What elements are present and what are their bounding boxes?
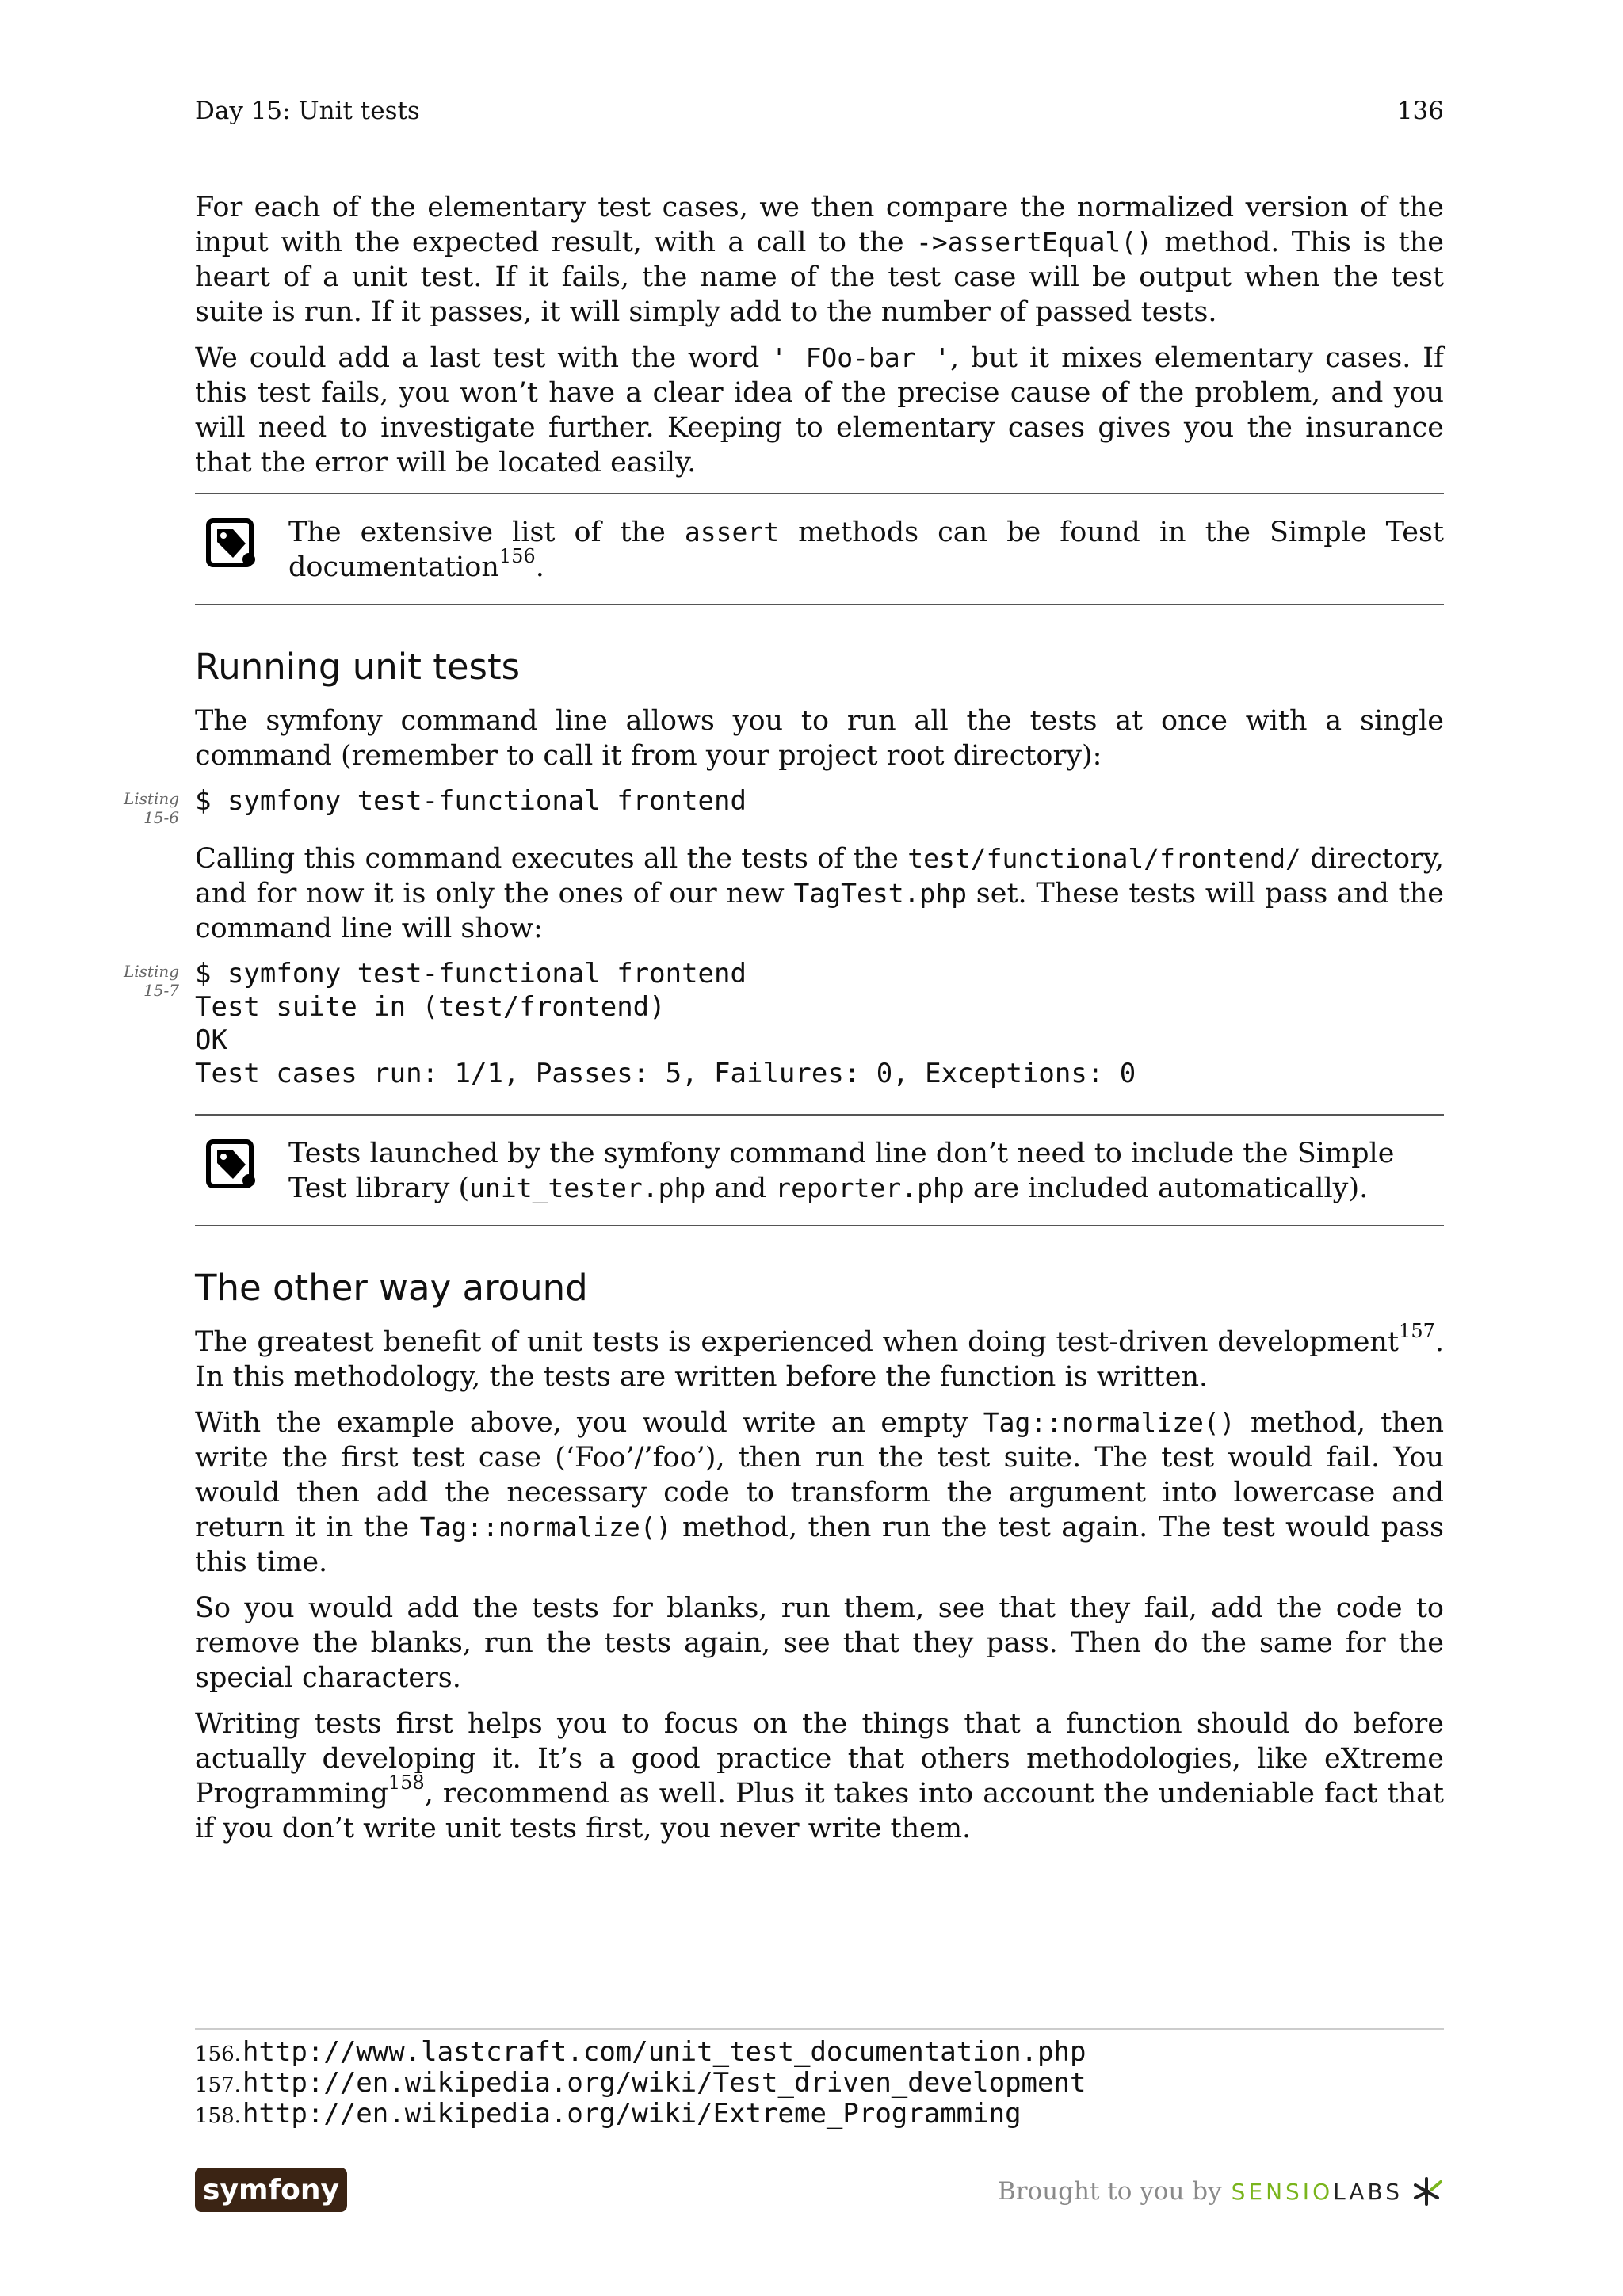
paragraph: So you would add the tests for blanks, run them, see that they fail, add the code to remove the blanks, run the tests again, see that they pass. Then do the same for the special characters. bbox=[195, 1592, 1444, 1694]
sensiolabs-star-icon bbox=[1412, 2174, 1444, 2209]
footnote-ref[interactable]: 157 bbox=[1399, 1320, 1435, 1343]
footnote: 156.http://www.lastcraft.com/unit_test_documentation.php bbox=[195, 2036, 1086, 2068]
main-content bbox=[123, 190, 1445, 1857]
paragraph: The symfony command line allows you to run all the tests at once with a single command (remember to call it from your project root directory): bbox=[195, 705, 1444, 772]
sensiolabs-logo: SENSIOLABS bbox=[1231, 2178, 1403, 2205]
section-heading: The other way around bbox=[195, 1267, 588, 1309]
paragraph: For each of the elementary test cases, we then compare the normalized version of the input with the expected result, with a call to the ->assertEqual() method. This is the heart of a unit test. If it fails, the name of the test case will be output when the test suite is run. If it passes, it will simply add to the number of passed tests. bbox=[195, 192, 1444, 328]
page-number: 136 bbox=[1396, 97, 1444, 125]
footnote: 157.http://en.wikipedia.org/wiki/Test_driven_development bbox=[195, 2067, 1086, 2099]
section-heading: Running unit tests bbox=[195, 646, 521, 688]
note-text: The extensive list of the assert methods can be found in the Simple Test documentation$^{156}$. bbox=[288, 517, 1445, 583]
paragraph: The greatest benefit of unit tests is experienced when doing test-driven development$^{157}$. In this methodology, the tests are written before the function is written. bbox=[195, 1320, 1444, 1393]
symfony-logo-text: symfony bbox=[203, 2174, 339, 2206]
footnote-link[interactable]: http://en.wikipedia.org/wiki/Extreme_Programming bbox=[242, 2098, 1022, 2130]
paragraph: Calling this command executes all the tests of the test/functional/frontend/ directory, and for now it is only the ones of our new TagTest.php set. These tests will pass and the command line will show: bbox=[195, 843, 1444, 944]
footnote-link[interactable]: http://en.wikipedia.org/wiki/Test_driven_development bbox=[242, 2067, 1086, 2099]
paragraph: We could add a last test with the word ' FOo-bar ', but it mixes elementary cases. If this test fails, you won’t have a clear idea of the precise cause of the problem, and you will need to investigate further. Keeping to elementary cases gives you the insurance that the error will be located easily. bbox=[195, 342, 1444, 479]
paragraph: With the example above, you would write an empty Tag::normalize() method, then write the first test case (‘Foo’/’foo’), then run the test suite. The test would fail. You would then add the necessary code to transform the argument into lowercase and return it in the Tag::normalize() method, then run the test again. The test would pass this time. bbox=[195, 1407, 1444, 1578]
code-block: $ symfony test-functional frontend bbox=[195, 785, 747, 817]
footnote-link[interactable]: http://www.lastcraft.com/unit_test_documentation.php bbox=[242, 2036, 1086, 2068]
paragraph: Writing tests first helps you to focus on the things that a function should do before actually developing it. It’s a good practice that others methodologies, like eXtreme Programming$^{158}$, recommend as well. Plus it takes into account the undeniable fact that if you don’t write unit tests first, you never write them. bbox=[195, 1708, 1444, 1844]
footnote-ref[interactable]: 158 bbox=[388, 1772, 425, 1794]
footnotes bbox=[195, 2028, 1444, 2130]
code-listing bbox=[123, 784, 1444, 827]
listing-label: Listing 15-7 bbox=[123, 962, 179, 1000]
note-box bbox=[195, 1114, 1444, 1226]
symfony-logo bbox=[195, 2168, 347, 2212]
note-icon bbox=[206, 1139, 257, 1190]
note-box bbox=[195, 493, 1444, 605]
note-icon bbox=[206, 518, 257, 569]
code-listing bbox=[123, 957, 1444, 1090]
note-text: Tests launched by the symfony command line don’t need to include the Simple Test library (unit_tester.php and reporter.php are included automatically). bbox=[288, 1138, 1395, 1204]
brought-to-you-text: Brought to you by bbox=[997, 2177, 1222, 2206]
footnote-ref[interactable]: 156 bbox=[498, 545, 536, 568]
footer-credit bbox=[998, 2169, 1444, 2214]
chapter-title: Day 15: Unit tests bbox=[195, 97, 420, 125]
code-block: $ symfony test-functional frontend Test suite in (test/frontend) OK Test cases run: 1/1, Passes: 5, Failures: 0, Exceptions: 0 bbox=[195, 958, 1136, 1089]
listing-label: Listing 15-6 bbox=[123, 789, 179, 827]
page-header bbox=[195, 97, 1444, 132]
footnote: 158.http://en.wikipedia.org/wiki/Extreme_Programming bbox=[195, 2098, 1022, 2130]
